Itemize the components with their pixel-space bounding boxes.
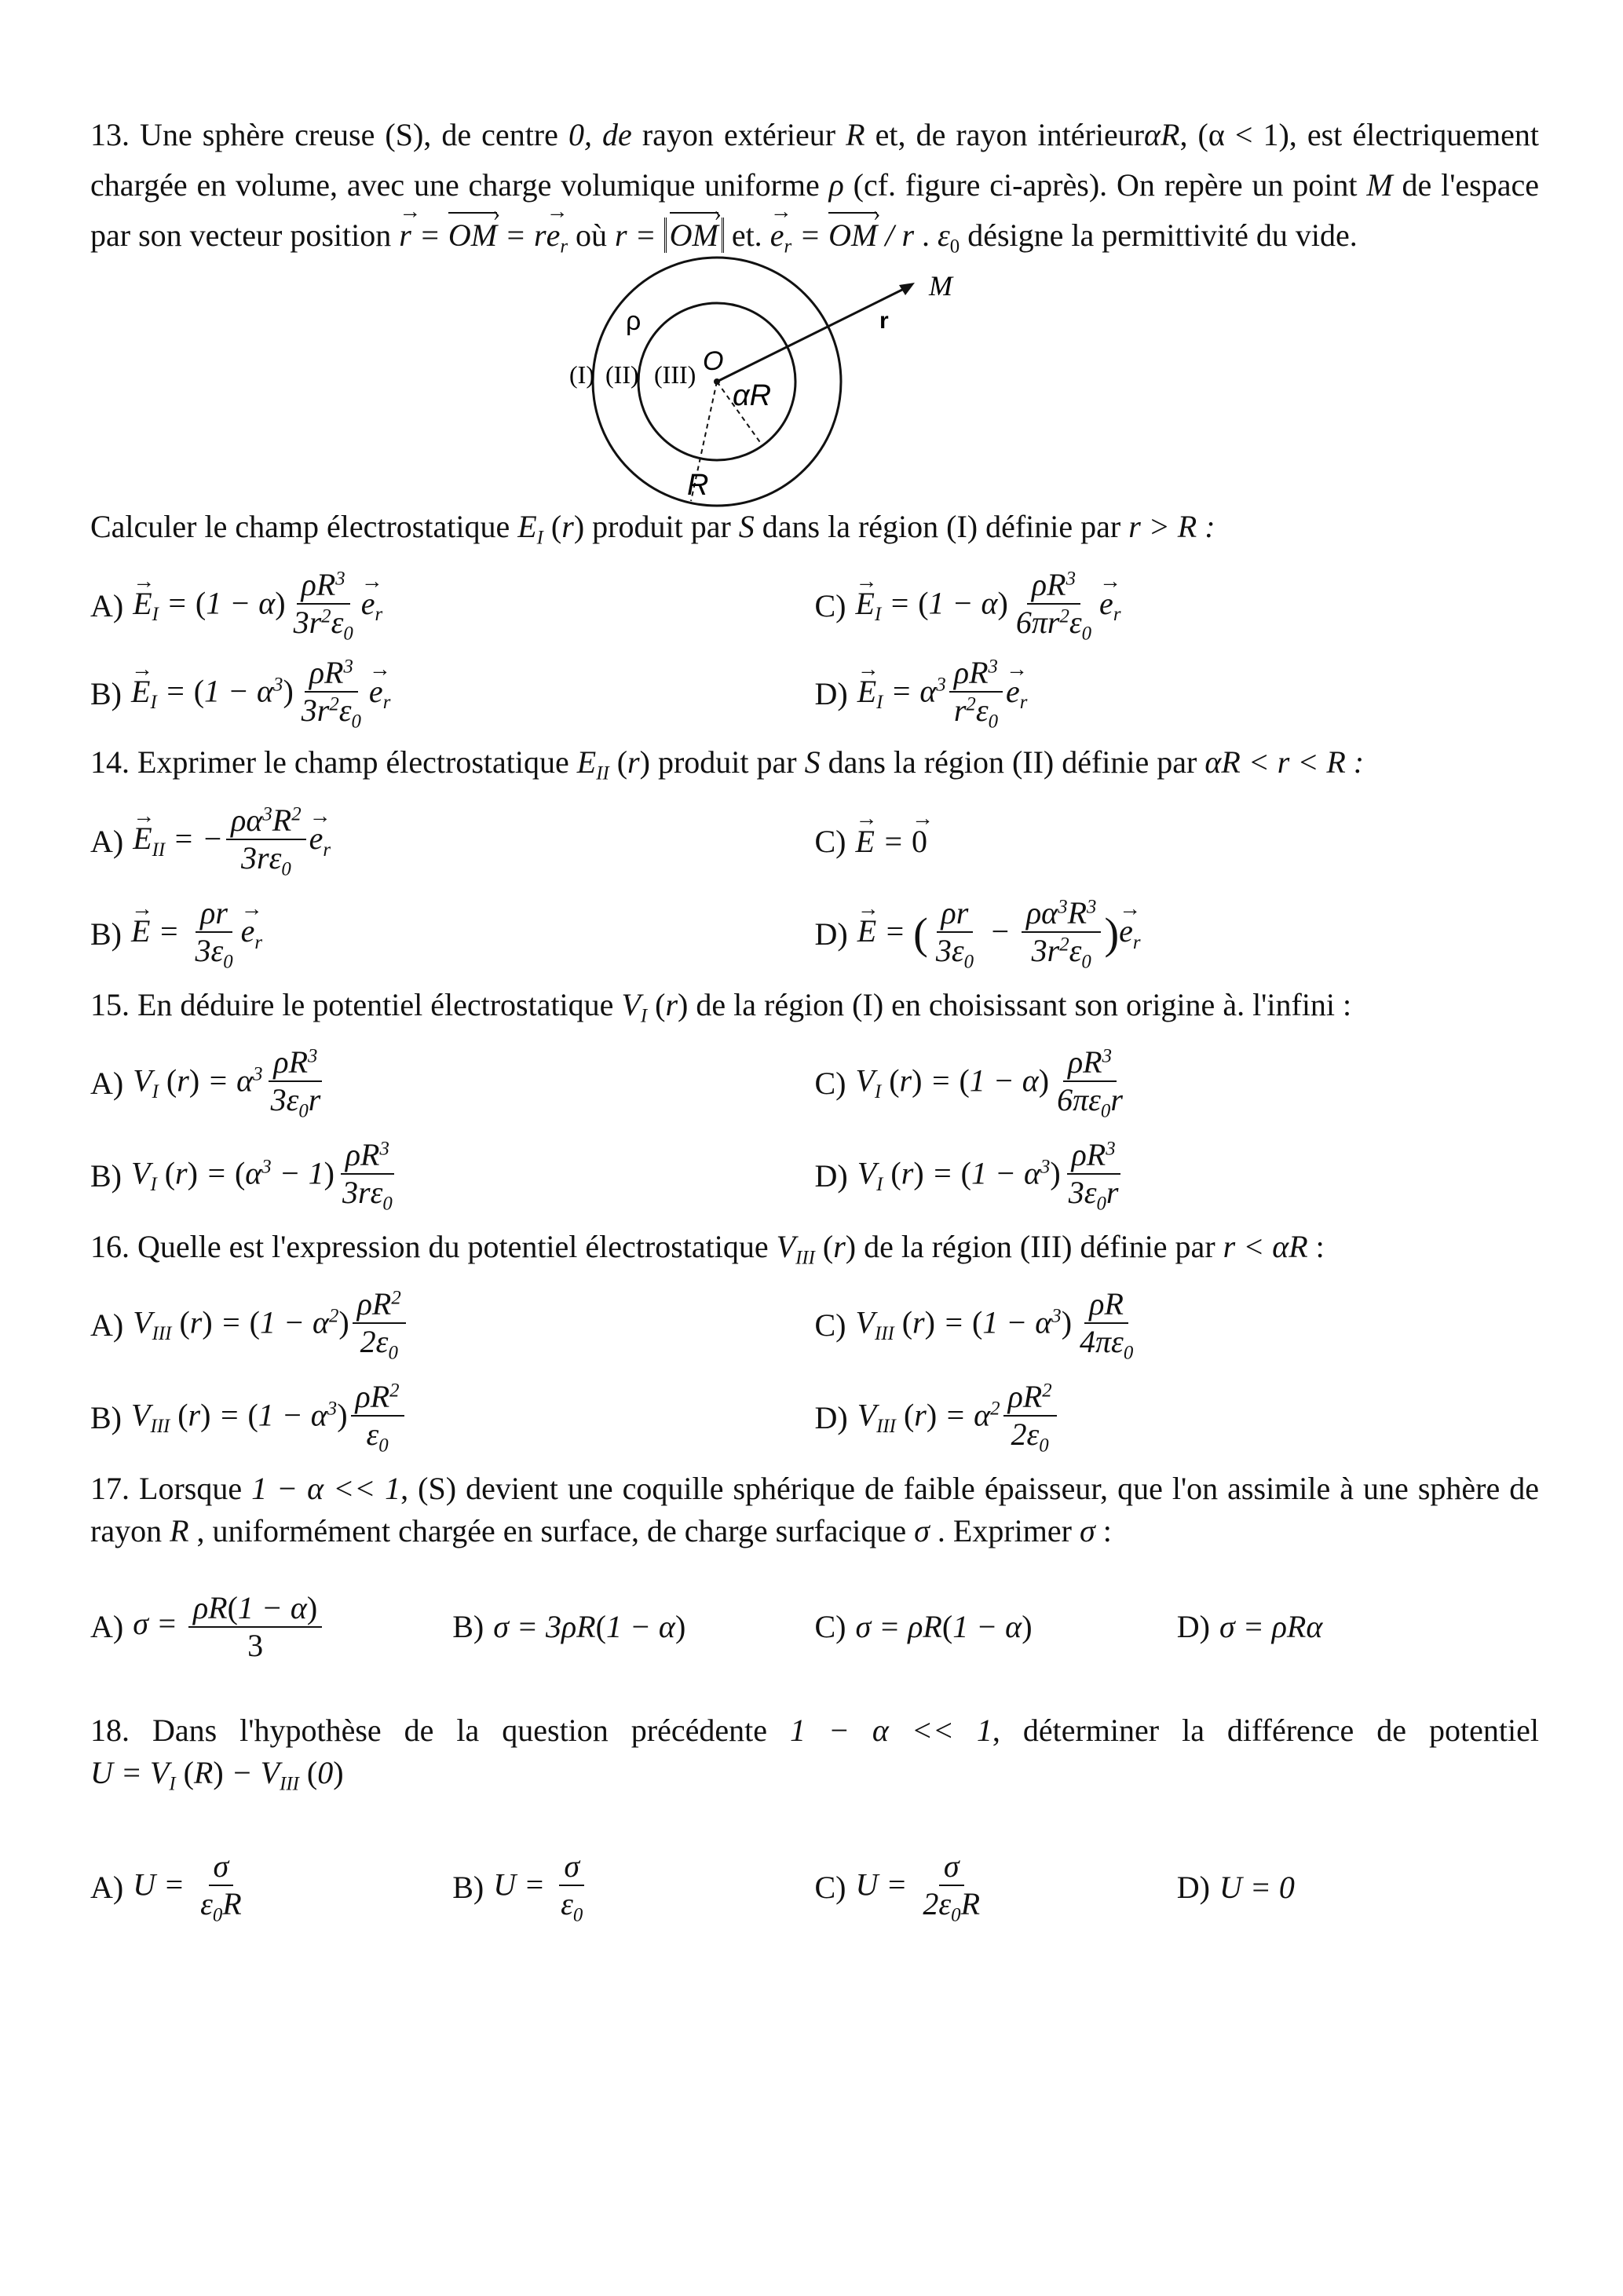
q16-option-c[interactable]: C) $V_{III}$ $(r) = (1 - \alpha^3)$ $\frac{\rho R}{4\pi\varepsilon_0}$	[814, 1285, 1134, 1364]
label-alphaR: αR	[733, 379, 772, 413]
q16-question: 16. Quelle est l'expression du potentiel électrostatique $V_{III}$ (r) de la région (III) définie par r < αR :	[90, 1228, 1325, 1269]
norm-formula: r = OM ›	[615, 218, 724, 253]
sphere-diagram	[569, 265, 1064, 503]
q16-option-b[interactable]: B) $V_{III}$ $(r) = (1 - \alpha^3)$ $\frac{\rho R^2}{\varepsilon_0}$	[90, 1379, 815, 1457]
q17-option-b[interactable]: B) σ = 3ρR(1 − α)	[452, 1608, 686, 1644]
q16-option-a[interactable]: A) $V_{III}$ $(r) = (1 - \alpha^2)$ $\frac{\rho R^2}{2\varepsilon_0}$	[90, 1286, 815, 1365]
q18-options	[90, 1829, 1539, 1947]
q14-option-b[interactable]: B) → E = $\frac{\rho r}{3\varepsilon_0}$ → $e_r$	[90, 895, 815, 974]
q16-options-row-1	[90, 1279, 1539, 1372]
q18-question: 18. Dans l'hypothèse de la question précédente 1 − α << 1, déterminer la différence de potentiel $U = V_I$ $(R) - V_{III}$ (0)	[90, 1712, 1539, 1795]
q13-statement: 13. Une sphère creuse (S), de centre 0, de rayon extérieur R et, de rayon intérieurαR, (α < 1), est électriquement chargée en volume, avec une charge volumique uniforme ρ (cf. figure ci-après). On repère un point M de l'espace par son vecteur position → r = OM › = $r\to e_r$ où r = OM › et. → $e_r$ = OM › / r . $\varepsilon_0$ désigne la permittivité du vide.	[90, 110, 1539, 262]
q15-option-d[interactable]: D) $V_I$ $(r) = (1 - \alpha^3)$ $\frac{\rho R^3}{3\varepsilon_0r}$	[815, 1137, 1540, 1216]
q13-option-c[interactable]: C) → $E_I = (1 - \alpha)$ $\frac{\rho R^3}{6\pi r^2\varepsilon_0}$ → $e_r$	[815, 567, 1540, 645]
q15-options-row-1	[90, 1037, 1539, 1130]
q17-options	[90, 1568, 1539, 1686]
q18-option-b[interactable]: B) U = $\frac{\sigma}{\varepsilon_0}$	[452, 1848, 583, 1926]
q13-option-a[interactable]: A) → $E_I = (1 - \alpha)$ $\frac{\rho R^3}{3r^2\varepsilon_0}$ → $e_r$	[90, 567, 815, 645]
q13-options-row-1	[90, 562, 1539, 650]
q15-options-row-2	[90, 1130, 1539, 1223]
label-region-III: (III)	[654, 360, 696, 389]
label-M: M	[929, 270, 952, 302]
q17-question: 17. Lorsque 1 − α << 1, (S) devient une coquille sphérique de faible épaisseur, que l'on assimile à une sphère de rayon R , uniformément chargée en surface, de charge surfacique σ . Exprimer σ :	[90, 1470, 1539, 1548]
q13-option-d[interactable]: D) → $E_I = \alpha^3$ $\frac{\rho R^3}{r^2\varepsilon_0}$ → $e_r$	[815, 655, 1540, 733]
q14-options-row-1	[90, 795, 1539, 888]
unit-vector-formula: → $e_r$ = OM › / r	[770, 218, 914, 253]
q15-option-a[interactable]: A) $V_I$ $(r) = \alpha^3$ $\frac{\rho R^3}{3\varepsilon_0r}$	[90, 1044, 815, 1123]
q14-option-d[interactable]: D) → E = ( $\frac{\rho r}{3\varepsilon_0}$ − $\frac{\rho\alpha^3R^3}{3r^2\varepsilon_0}$ )→ $e_r$	[815, 895, 1540, 974]
q15-option-b[interactable]: B) $V_I$ $(r) = (\alpha^3 - 1)$ $\frac{\rho R^3}{3r\varepsilon_0}$	[90, 1137, 815, 1216]
q17-option-c[interactable]: C) σ = ρR(1 − α)	[814, 1608, 1033, 1644]
q18-option-a[interactable]: A) U = $\frac{\sigma}{\varepsilon_0R}$	[90, 1848, 242, 1926]
q14-option-c[interactable]: C) → E = → 0	[815, 821, 1540, 863]
q14-question: 14. Exprimer le champ électrostatique $E_{II}$ (r) produit par S dans la région (II) définie par αR < r < R :	[90, 744, 1365, 785]
q13-options-row-2	[90, 650, 1539, 738]
q14-options-row-2	[90, 888, 1539, 981]
label-r: r	[879, 308, 889, 335]
label-region-II: (II)	[605, 360, 639, 389]
q14-option-a[interactable]: A) → $E_{II}$ = − $\frac{\rho\alpha^3R^2}{3r\varepsilon_0}$ → $e_r$	[90, 803, 815, 881]
q15-option-c[interactable]: C) $V_I$ (r) = (1 − α) $\frac{\rho R^3}{6\pi\varepsilon_0r}$	[814, 1044, 1123, 1122]
label-O: O	[703, 346, 724, 377]
q18-option-c[interactable]: C) U = $\frac{\sigma}{2\varepsilon_0R}$	[814, 1848, 980, 1926]
q17-option-d[interactable]: D) σ = ρRα	[1176, 1608, 1323, 1644]
label-rho: ρ	[626, 306, 642, 337]
exam-page	[90, 110, 1539, 1947]
potential-difference-formula: $U = V_I$ $(R) - V_{III}$ (0)	[90, 1754, 344, 1795]
label-R: R	[687, 469, 709, 503]
q17-option-a[interactable]: A) σ = $\frac{\rho R(1 - \alpha)}{3}$	[90, 1590, 452, 1664]
position-vector-formula: → r = OM › = $r\to e_r$	[399, 218, 568, 253]
q13-option-b[interactable]: B) → $E_I = (1 - \alpha^3)$ $\frac{\rho R^3}{3r^2\varepsilon_0}$ → $e_r$	[90, 655, 815, 733]
q15-question: 15. En déduire le potentiel électrostatique $V_I$ (r) de la région (I) en choisissant son origine à. l'infini :	[90, 986, 1352, 1027]
q16-option-d[interactable]: D) $V_{III}$ $(r) = \alpha^2$ $\frac{\rho R^2}{2\varepsilon_0}$	[815, 1379, 1540, 1457]
q16-options-row-2	[90, 1372, 1539, 1464]
label-region-I: (I)	[569, 360, 594, 389]
q18-option-d[interactable]: D) U = 0	[1176, 1870, 1295, 1906]
sphere-figure	[90, 265, 1539, 501]
q13-question: Calculer le champ électrostatique $E_I$ (r) produit par S dans la région (I) définie par r > R :	[90, 509, 1215, 550]
